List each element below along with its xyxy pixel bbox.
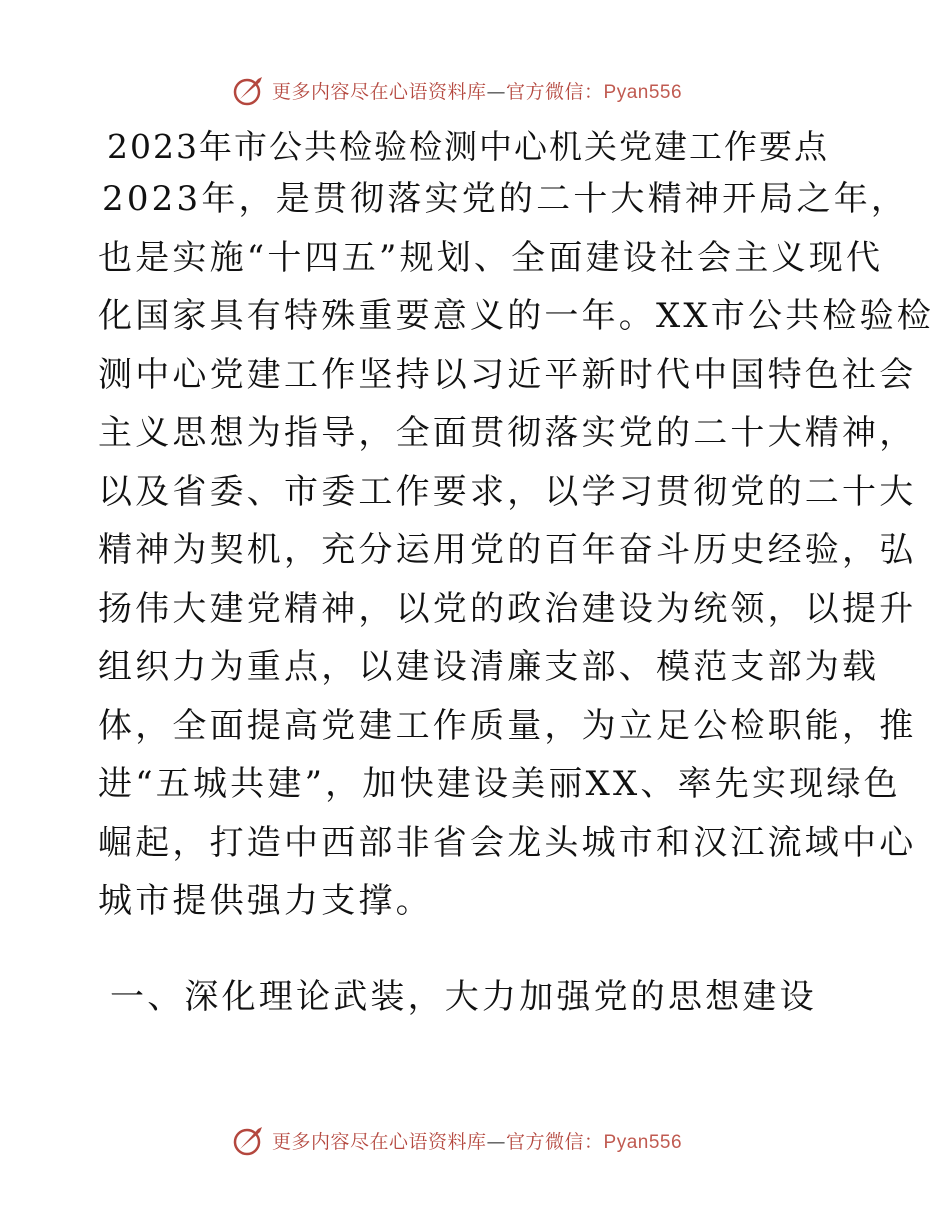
document-title: 2023年市公共检验检测中心机关党建工作要点 [107,127,829,166]
paragraph-line: 城市提供强力支撑。 [98,881,433,921]
watermark-brand: 更多内容尽在心语资料库 [272,1130,487,1153]
paragraph-line: 也是实施“十四五”规划、全面建设社会主义现代 [98,237,884,278]
paragraph-line: 组织力为重点，以建设清廉支部、模范支部为载 [98,647,880,687]
body-paragraph [98,170,935,931]
paragraph-line: 测中心党建工作坚持以习近平新时代中国特色社会 [98,354,917,395]
watermark-brand: 更多内容尽在心语资料库 [272,80,487,103]
paragraph-line: 精神为契机，充分运用党的百年奋斗历史经验，弘 [98,530,917,570]
paragraph-line: 以及省委、市委工作要求，以学习贯彻党的二十大 [98,471,917,512]
quill-pen-logo-icon [232,73,266,107]
watermark-contact-prefix: 官方微信： [506,1130,604,1153]
watermark-contact-id: Pyan556 [603,1131,683,1153]
watermark-banner-bottom [232,1120,752,1160]
watermark-banner-top [232,70,752,110]
paragraph-line: 崛起，打造中西部非省会龙头城市和汉江流域中心 [98,822,917,863]
paragraph-line: 2023年，是贯彻落实党的二十大精神开局之年， [102,179,909,219]
paragraph-line: 化国家具有特殊重要意义的一年。XX市公共检验检 [98,296,935,336]
paragraph-line: 体，全面提高党建工作质量，为立足公检职能，推 [98,705,917,746]
watermark-separator: — [486,1130,507,1153]
watermark-text [272,77,682,104]
paragraph-line: 主义思想为指导，全面贯彻落实党的二十大精神， [98,413,917,453]
quill-pen-logo-icon [232,1123,266,1157]
paragraph-line: 进“五城共建”，加快建设美丽XX、率先实现绿色 [98,764,901,804]
paragraph-line: 扬伟大建党精神，以党的政治建设为统领，以提升 [98,588,917,629]
watermark-separator: — [486,80,507,103]
watermark-text [272,1127,682,1154]
watermark-contact-id: Pyan556 [603,81,683,103]
watermark-contact-prefix: 官方微信： [506,80,604,103]
section-heading: 一、深化理论武装，大力加强党的思想建设 [110,977,817,1017]
